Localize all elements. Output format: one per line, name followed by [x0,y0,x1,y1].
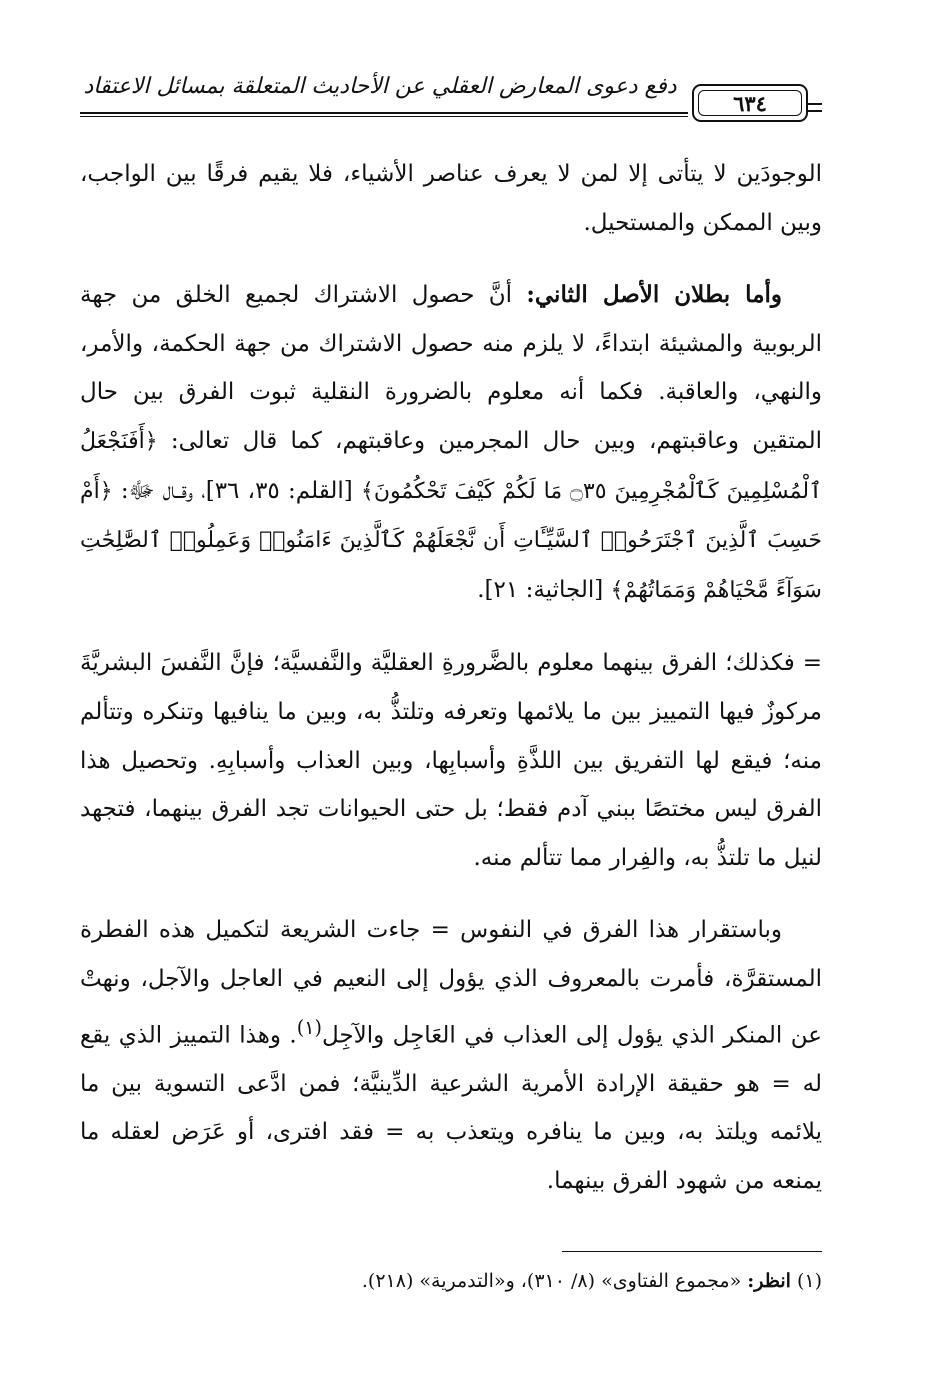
paragraph-2-text-b: ، وقــال ﷻ: [112,477,206,504]
page-number-frame [692,84,808,122]
footnote-marker[interactable]: (١) [296,1015,322,1039]
verse-reference-2: [الجاثية: ٢١]. [477,576,611,603]
paragraph-2 [80,271,822,615]
verse-reference-1: [القلم: ٣٥، ٣٦] [205,477,361,504]
paragraph-2-text-a: أنَّ حصول الاشتراك لجميع الخلق من جهة الربوبية والمشيئة ابتداءً، لا يلزم منه حصول الاشتراك من جهة الحكمة، والأمر، والنهي، والعاقبة. فكما أنه معلوم بالضرورة النقلية ثبوت الفرق بين حال المتقين وعاقبتهم، وبين حال المجرمين وعاقبتهم، كما قال تعالى: [80,282,822,454]
header-rule-ornament [808,103,822,112]
page-number: ٦٣٤ [698,90,802,116]
footnote [80,1264,822,1298]
footnote-number: (١) [796,1270,822,1292]
paragraph-4-text-a: وباستقرار هذا الفرق في النفوس = جاءت الشريعة لتكميل هذه الفطرة المستقرَّة، فأمرت بالمعروف الذي يؤول إلى النعيم في العاجل والآجل، ونهتْ عن المنكر الذي يؤول إلى العذاب في العَاجِل والآجِل [80,917,822,1049]
header-rule [80,112,688,117]
footnote-text: «مجموع الفتاوى» (٨/ ٣١٠)، و«التدمرية» (٢١٨). [361,1270,748,1292]
running-title: دفع دعوى المعارض العقلي عن الأحاديث المتعلقة بمسائل الاعتقاد [83,74,677,99]
paragraph-4-text-b: . وهذا التمييز الذي يقع له = هو حقيقة الإرادة الأمرية الشرعية الدِّينيَّة؛ فمن ادَّعى التسوية بين ما يلائمه ويلتذ به، وبين ما ينافره ويتعذب به = فقد افترى، أو عَرَض لعقله ما يمنعه من شهود الفرق بينهما. [80,1022,822,1194]
quran-verse-2: ﴿أَمْ حَسِبَ ٱلَّذِينَ ٱجْتَرَحُوا۟ ٱلسَّيِّـَٔاتِ أَن نَّجْعَلَهُمْ كَٱلَّذِينَ ءَامَنُوا۟ وَعَمِلُوا۟ ٱلصَّٰلِحَٰتِ سَوَآءً مَّحْيَاهُمْ وَمَمَاتُهُمْ﴾ [80,478,822,603]
paragraph-1: الوجودَين لا يتأتى إلا لمن لا يعرف عناصر الأشياء، فلا يقيم فرقًا بين الواجب، وبين الممكن والمستحيل. [80,161,822,236]
footnote-label: انظر: [747,1270,791,1292]
paragraph-3: = فكذلك؛ الفرق بينهما معلوم بالضَّرورةِ العقليَّة والنَّفسيَّة؛ فإنَّ النَّفسَ البشريَّةَ مركوزٌ فيها التمييز بين ما يلائمها وتعرفه وتلتذُّ به، وبين ما ينافيها وتنكره وتتألم منه؛ فيقع لها التفريق بين اللذَّةِ وأسبابِها، وبين العذاب وأسبابِهِ. وتحصيل هذا الفرق ليس مختصًا ببني آدم فقط؛ بل حتى الحيوانات تجد الفرق بينهما، فتجهد لنيل ما تلتذُّ به، والفِرار مما تتألم منه. [80,650,822,871]
paragraph-4 [80,906,822,1205]
running-header [80,72,822,122]
section-heading: وأما بطلان الأصل الثاني: [526,281,783,309]
footnote-separator [562,1251,822,1252]
page-body [80,150,822,1230]
quran-verse-1: ﴿أَفَنَجْعَلُ ٱلْمُسْلِمِينَ كَٱلْمُجْرِمِينَ ۝٣٥ مَا لَكُمْ كَيْفَ تَحْكُمُونَ﴾ [80,428,822,504]
